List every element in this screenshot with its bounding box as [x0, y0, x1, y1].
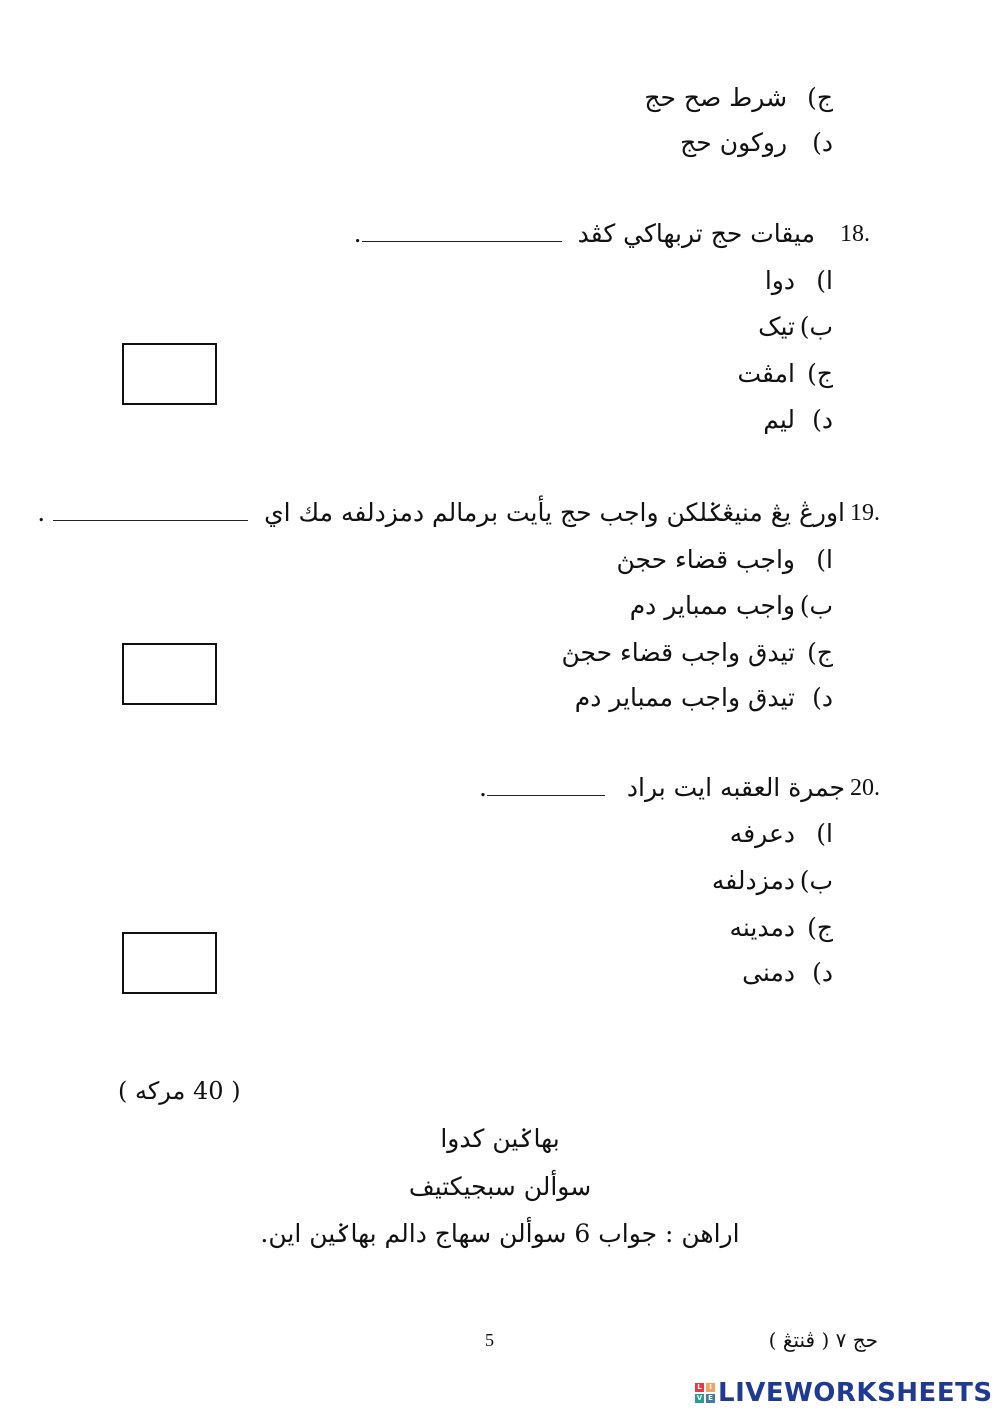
answer-blank: [362, 219, 562, 242]
question-19-number: 19.: [850, 500, 880, 526]
q18-option-b: ب)تيک: [758, 312, 833, 341]
q18-option-a: ا)دوا: [764, 266, 833, 295]
q20-option-a: ا)دعرفه: [729, 819, 833, 848]
q20-option-c: ج)دمدينه: [729, 913, 833, 942]
section-marks: ( 40 مرکه ): [118, 1077, 241, 1105]
question-20-text: جمرة العقبه ايت براد .: [478, 773, 845, 802]
q19-option-a: ا)واجب قضاء حجڽ: [616, 545, 833, 574]
q20-option-d: د)دمنى: [742, 958, 833, 987]
question-20-number: 20.: [850, 775, 880, 801]
logo-text: LIVEWORKSHEETS: [718, 1378, 993, 1408]
question-18-text: ميقات حج تربهاکي کڤد .: [353, 219, 815, 248]
section-title: بهاݢين کدوا: [440, 1124, 560, 1153]
footer-subject: حج ٧ ( ڤنتڠ ): [768, 1328, 878, 1352]
q19-option-c: ج)تيدق واجب قضاء حجڽ: [561, 638, 833, 667]
answer-blank: [487, 773, 605, 796]
q19-option-b: ب)واجب ممباير دم: [629, 591, 833, 620]
answer-blank: [53, 498, 248, 521]
q18-option-c: ج)امڤت: [737, 359, 833, 388]
option-letter: ج): [807, 83, 833, 112]
page-number: 5: [485, 1330, 494, 1350]
q18-answer-box[interactable]: [122, 343, 217, 405]
logo-mark-icon: L I V E: [695, 1383, 715, 1403]
option-letter: د): [812, 128, 833, 157]
q20-option-b: ب)دمزدلفه: [711, 866, 833, 895]
option-text: شرط صح حج: [644, 83, 788, 112]
question-19-text: اورڠ يڠ منيڠݢلکن واجب حج يأيت برمالم دمزدلفه مك اي .: [37, 498, 845, 527]
section-instruction: اراهن : جواب 6 سوألن سهاج دالم بهاݢين اين.: [260, 1219, 740, 1248]
question-18-number: 18.: [840, 221, 870, 247]
option-text: روکون حج: [680, 128, 788, 157]
q18-option-d: د)ليم: [763, 405, 833, 434]
q17-option-c: [644, 82, 833, 114]
liveworksheets-logo: [695, 1376, 993, 1410]
section-subtitle: سوألن سبجيکتيف: [408, 1172, 592, 1201]
q20-answer-box[interactable]: [122, 932, 217, 994]
q19-option-d: د)تيدق واجب ممباير دم: [574, 683, 833, 712]
q17-option-d: [680, 127, 833, 159]
q19-answer-box[interactable]: [122, 643, 217, 705]
